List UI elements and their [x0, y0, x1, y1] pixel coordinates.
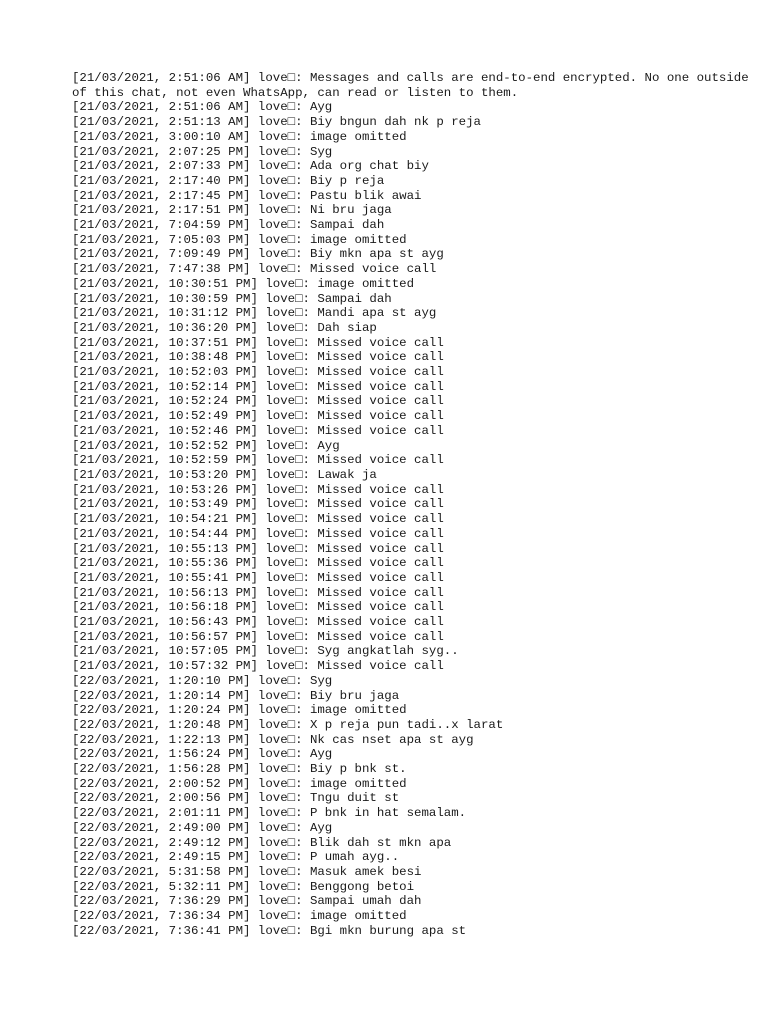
- message-line: [21/03/2021, 2:51:06 AM] love□: Messages and calls are end-to-end encrypted. No one outside of this chat, not even WhatsApp, can read or listen to them.: [72, 71, 757, 100]
- message-line: [22/03/2021, 1:20:48 PM] love□: X p reja pun tadi..x larat: [72, 717, 504, 732]
- message-line: [21/03/2021, 10:56:43 PM] love□: Missed voice call: [72, 615, 444, 630]
- message-line: [22/03/2021, 1:20:24 PM] love□: image omitted: [72, 703, 407, 718]
- message-line: [21/03/2021, 10:56:18 PM] love□: Missed voice call: [72, 600, 444, 615]
- message-line: [22/03/2021, 7:36:29 PM] love□: Sampai umah dah: [72, 894, 422, 909]
- message-line: [21/03/2021, 7:47:38 PM] love□: Missed voice call: [72, 262, 437, 277]
- message-line: [21/03/2021, 2:17:40 PM] love□: Biy p reja: [72, 173, 385, 188]
- message-line: [21/03/2021, 10:54:44 PM] love□: Missed voice call: [72, 526, 444, 541]
- message-line: [21/03/2021, 10:52:46 PM] love□: Missed voice call: [72, 423, 444, 438]
- message-line: [21/03/2021, 10:55:36 PM] love□: Missed voice call: [72, 556, 444, 571]
- message-line: [22/03/2021, 1:56:28 PM] love□: Biy p bnk st.: [72, 762, 407, 777]
- message-line: [21/03/2021, 10:53:49 PM] love□: Missed voice call: [72, 497, 444, 512]
- message-line: [22/03/2021, 2:01:11 PM] love□: P bnk in hat semalam.: [72, 806, 467, 821]
- message-line: [21/03/2021, 2:07:33 PM] love□: Ada org chat biy: [72, 159, 429, 174]
- message-line: [22/03/2021, 2:49:15 PM] love□: P umah ayg..: [72, 850, 400, 865]
- message-line: [22/03/2021, 2:00:56 PM] love□: Tngu duit st: [72, 791, 400, 806]
- message-line: [21/03/2021, 10:53:20 PM] love□: Lawak ja: [72, 467, 377, 482]
- message-line: [21/03/2021, 2:51:13 AM] love□: Biy bngun dah nk p reja: [72, 115, 481, 130]
- chat-transcript: [72, 71, 757, 938]
- message-line: [21/03/2021, 2:51:06 AM] love□: Ayg: [72, 100, 333, 115]
- message-line: [21/03/2021, 10:56:13 PM] love□: Missed voice call: [72, 585, 444, 600]
- message-line: [22/03/2021, 2:00:52 PM] love□: image omitted: [72, 776, 407, 791]
- message-line: [21/03/2021, 10:57:05 PM] love□: Syg angkatlah syg..: [72, 644, 459, 659]
- message-line: [21/03/2021, 10:56:57 PM] love□: Missed voice call: [72, 629, 444, 644]
- message-line: [22/03/2021, 2:49:00 PM] love□: Ayg: [72, 820, 333, 835]
- message-line: [22/03/2021, 7:36:41 PM] love□: Bgi mkn burung apa st: [72, 923, 467, 938]
- message-line: [21/03/2021, 2:17:51 PM] love□: Ni bru jaga: [72, 203, 392, 218]
- message-line: [21/03/2021, 3:00:10 AM] love□: image omitted: [72, 129, 407, 144]
- message-line: [21/03/2021, 10:52:52 PM] love□: Ayg: [72, 438, 340, 453]
- message-line: [21/03/2021, 10:31:12 PM] love□: Mandi apa st ayg: [72, 306, 437, 321]
- message-line: [21/03/2021, 10:30:51 PM] love□: image omitted: [72, 276, 415, 291]
- message-line: [22/03/2021, 1:56:24 PM] love□: Ayg: [72, 747, 333, 762]
- message-line: [22/03/2021, 1:22:13 PM] love□: Nk cas nset apa st ayg: [72, 732, 474, 747]
- message-line: [21/03/2021, 7:05:03 PM] love□: image omitted: [72, 232, 407, 247]
- message-line: [21/03/2021, 10:53:26 PM] love□: Missed voice call: [72, 482, 444, 497]
- message-line: [22/03/2021, 5:32:11 PM] love□: Benggong betoi: [72, 879, 415, 894]
- message-line: [21/03/2021, 10:52:24 PM] love□: Missed voice call: [72, 394, 444, 409]
- message-line: [21/03/2021, 10:54:21 PM] love□: Missed voice call: [72, 512, 444, 527]
- message-line: [21/03/2021, 10:30:59 PM] love□: Sampai dah: [72, 291, 392, 306]
- message-line: [21/03/2021, 10:55:13 PM] love□: Missed voice call: [72, 541, 444, 556]
- message-line: [22/03/2021, 1:20:10 PM] love□: Syg: [72, 673, 333, 688]
- message-line: [21/03/2021, 10:37:51 PM] love□: Missed voice call: [72, 335, 444, 350]
- message-line: [21/03/2021, 2:17:45 PM] love□: Pastu blik awai: [72, 188, 422, 203]
- message-line: [21/03/2021, 10:57:32 PM] love□: Missed voice call: [72, 659, 444, 674]
- message-line: [22/03/2021, 5:31:58 PM] love□: Masuk amek besi: [72, 864, 422, 879]
- message-line: [21/03/2021, 2:07:25 PM] love□: Syg: [72, 144, 333, 159]
- message-line: [21/03/2021, 10:52:59 PM] love□: Missed voice call: [72, 453, 444, 468]
- message-line: [21/03/2021, 7:04:59 PM] love□: Sampai dah: [72, 218, 385, 233]
- message-line: [21/03/2021, 10:52:14 PM] love□: Missed voice call: [72, 379, 444, 394]
- message-line: [21/03/2021, 10:55:41 PM] love□: Missed voice call: [72, 570, 444, 585]
- message-line: [22/03/2021, 7:36:34 PM] love□: image omitted: [72, 909, 407, 924]
- message-line: [21/03/2021, 10:52:03 PM] love□: Missed voice call: [72, 365, 444, 380]
- message-line: [21/03/2021, 10:36:20 PM] love□: Dah siap: [72, 320, 377, 335]
- message-line: [21/03/2021, 10:38:48 PM] love□: Missed voice call: [72, 350, 444, 365]
- message-line: [22/03/2021, 1:20:14 PM] love□: Biy bru jaga: [72, 688, 400, 703]
- message-line: [22/03/2021, 2:49:12 PM] love□: Blik dah st mkn apa: [72, 835, 452, 850]
- message-line: [21/03/2021, 10:52:49 PM] love□: Missed voice call: [72, 409, 444, 424]
- message-line: [21/03/2021, 7:09:49 PM] love□: Biy mkn apa st ayg: [72, 247, 444, 262]
